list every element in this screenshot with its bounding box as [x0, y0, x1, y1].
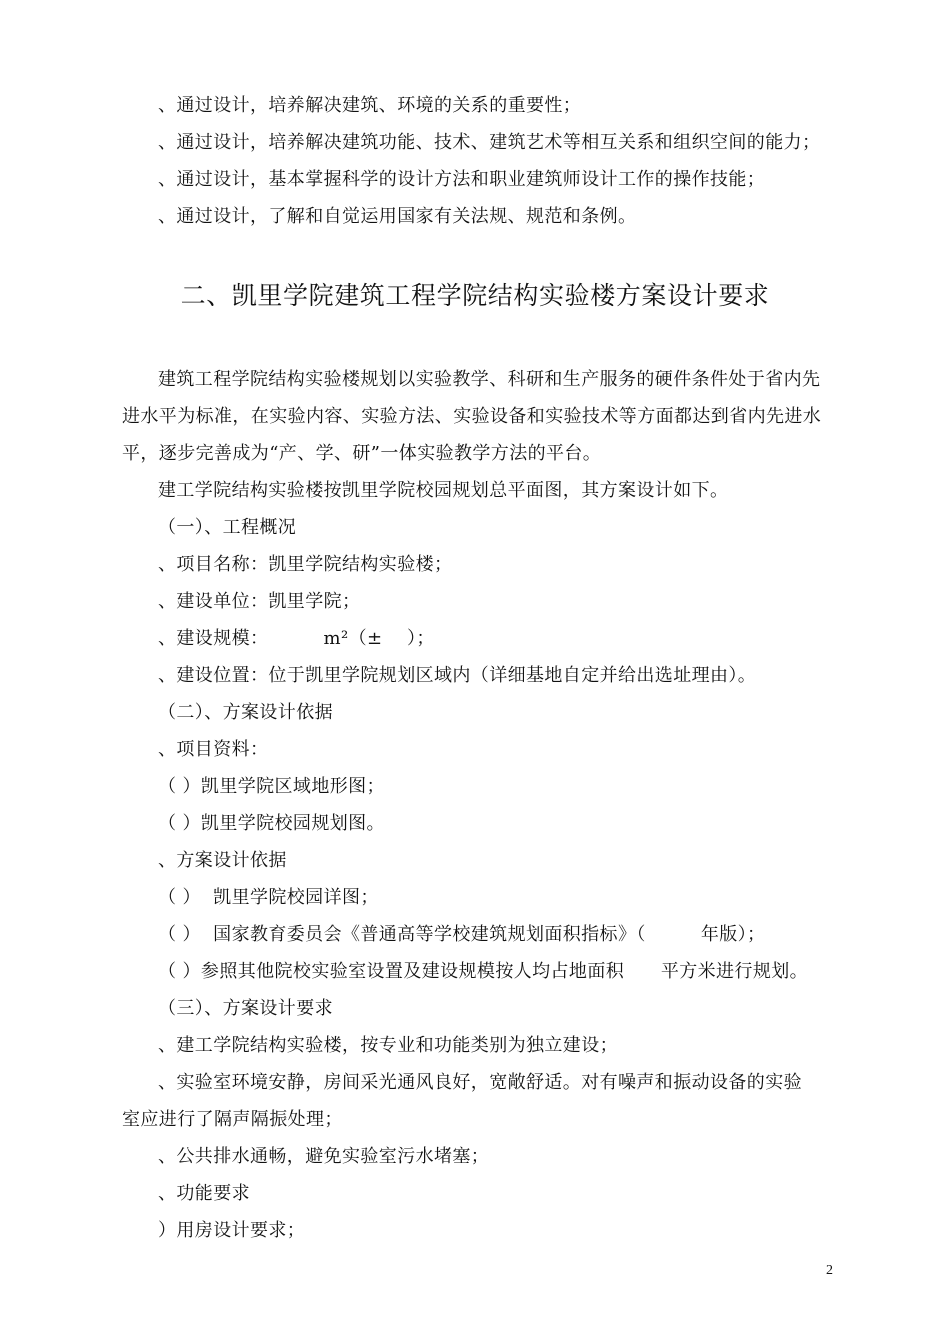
- goal-item: 、通过设计，基本掌握科学的设计方法和职业建筑师设计工作的操作技能；: [158, 169, 766, 190]
- intro-line: 建筑工程学院结构实验楼规划以实验教学、科研和生产服务的硬件条件处于省内先: [158, 369, 821, 390]
- section-title: 二、凯里学院建筑工程学院结构实验楼方案设计要求: [180, 281, 770, 310]
- goal-item: 、通过设计，培养解决建筑功能、技术、建筑艺术等相互关系和组织空间的能力；: [158, 132, 821, 153]
- page-number: 2: [826, 1263, 833, 1278]
- list-item: （ ）凯里学院区域地形图；: [158, 776, 385, 797]
- intro-line: 平，逐步完善成为“产、学、研”一体实验教学方法的平台。: [122, 443, 602, 464]
- list-item: 、功能要求: [158, 1183, 250, 1204]
- list-item: （ ） 国家教育委员会《普通高等学校建筑规划面积指标》（ 年版）；: [158, 924, 766, 945]
- list-item: 、建设单位：凯里学院；: [158, 591, 361, 612]
- list-item: 、建工学院结构实验楼，按专业和功能类别为独立建设；: [158, 1035, 618, 1056]
- list-item: ）用房设计要求；: [158, 1220, 306, 1241]
- list-item: （ ）参照其他院校实验室设置及建设规模按人均占地面积 平方米进行规划。: [158, 961, 809, 982]
- list-item: 、方案设计依据: [158, 850, 287, 871]
- list-item: （ ）凯里学院校园规划图。: [158, 813, 385, 834]
- subsection-heading: （三）、方案设计要求: [158, 998, 333, 1019]
- subsection-heading: （一）、工程概况: [158, 517, 297, 538]
- subsection-heading: （二）、方案设计依据: [158, 702, 333, 723]
- list-item: 、建设位置：位于凯里学院规划区域内（详细基地自定并给出选址理由）。: [158, 665, 757, 686]
- list-item: 、实验室环境安静，房间采光通风良好，宽敞舒适。对有噪声和振动设备的实验: [158, 1072, 802, 1093]
- list-item: 、项目资料：: [158, 739, 269, 760]
- list-item: 、建设规模： m²（± ）；: [158, 628, 435, 649]
- goal-item: 、通过设计，了解和自觉运用国家有关法规、规范和条例。: [158, 206, 637, 227]
- goal-item: 、通过设计，培养解决建筑、环境的关系的重要性；: [158, 95, 582, 116]
- list-item: （ ） 凯里学院校园详图；: [158, 887, 379, 908]
- list-item: 、项目名称：凯里学院结构实验楼；: [158, 554, 453, 575]
- intro-line: 建工学院结构实验楼按凯里学院校园规划总平面图，其方案设计如下。: [158, 480, 729, 501]
- list-item: 室应进行了隔声隔振处理；: [122, 1109, 343, 1130]
- list-item: 、公共排水通畅，避免实验室污水堵塞；: [158, 1146, 490, 1167]
- intro-line: 进水平为标准，在实验内容、实验方法、实验设备和实验技术等方面都达到省内先进水: [122, 406, 822, 427]
